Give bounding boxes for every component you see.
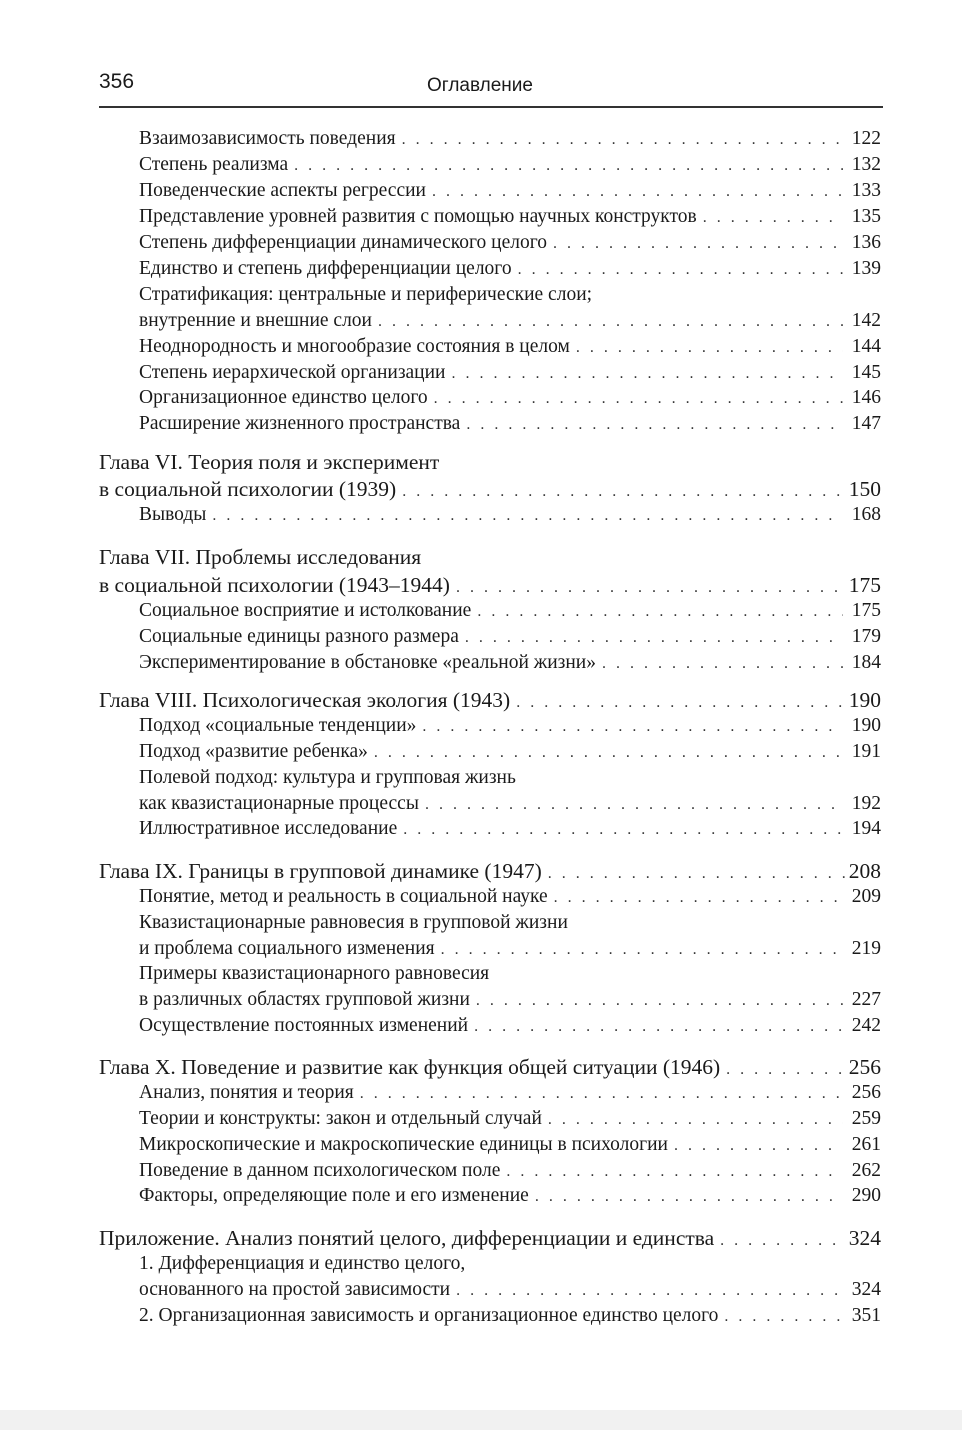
toc-entry[interactable]: в различных областях групповой жизни . . . 227	[139, 987, 881, 1013]
toc-page: 262	[851, 1160, 881, 1181]
toc-entry[interactable]: Неоднородность и многообразие состояния в целом . . . 144	[139, 334, 881, 360]
toc-page: 256	[848, 1055, 881, 1079]
toc-entry-line1[interactable]: 1. Дифференциация и единство целого,	[139, 1253, 466, 1274]
toc-page: 209	[851, 886, 881, 907]
running-title: Оглавление	[427, 75, 533, 96]
toc-page: 144	[851, 336, 881, 357]
bottom-edge	[0, 1410, 962, 1430]
toc-entry[interactable]: Экспериментирование в обстановке «реальной жизни» . . . 184	[139, 650, 881, 676]
toc-page: 242	[851, 1015, 881, 1036]
toc-entry[interactable]: как квазистационарные процессы . . . 192	[139, 791, 881, 817]
toc-page: 324	[851, 1279, 881, 1300]
toc-entry[interactable]: Факторы, определяющие поле и его изменение . . . 290	[139, 1183, 881, 1209]
dot-leader	[465, 625, 843, 651]
toc-page: 194	[851, 818, 881, 839]
dot-leader	[294, 153, 843, 179]
toc-page: 132	[851, 154, 881, 175]
toc-page: 351	[851, 1305, 881, 1326]
toc-page: 324	[848, 1226, 881, 1250]
toc-page: 256	[851, 1082, 881, 1103]
dot-leader	[403, 817, 843, 843]
toc-chapter[interactable]: Глава IX. Границы в групповой динамике (1947) . . . 208	[99, 858, 881, 884]
toc-entry[interactable]: Понятие, метод и реальность в социальной науке . . . 209	[139, 884, 881, 910]
toc-page: 290	[851, 1185, 881, 1206]
dot-leader	[402, 127, 843, 153]
toc-entry[interactable]: Взаимозависимость поведения . . . 122	[139, 126, 881, 152]
toc-page: 179	[851, 626, 881, 647]
toc-entry[interactable]: Представление уровней развития с помощью научных конструктов . . . 135	[139, 204, 881, 230]
toc-entry[interactable]: 2. Организационная зависимость и организационное единство целого . . . 351	[139, 1303, 881, 1329]
toc-page: 261	[851, 1134, 881, 1155]
dot-leader	[518, 257, 843, 283]
toc-page: 150	[848, 477, 881, 501]
toc-chapter[interactable]: Глава X. Поведение и развитие как функция общей ситуации (1946) . . . 256	[99, 1054, 881, 1080]
toc-entry[interactable]: внутренние и внешние слои . . . 142	[139, 308, 881, 334]
toc-entry[interactable]: Социальное восприятие и истолкование . . . 175	[139, 598, 881, 624]
dot-leader	[548, 1107, 843, 1133]
dot-leader	[554, 885, 843, 911]
dot-leader	[378, 309, 843, 335]
dot-leader	[360, 1081, 843, 1107]
dot-leader	[535, 1184, 843, 1210]
toc-entry[interactable]: Анализ, понятия и теория . . . 256	[139, 1080, 881, 1106]
toc-page: 142	[851, 310, 881, 331]
dot-leader	[441, 937, 843, 963]
toc-page: 145	[851, 362, 881, 383]
toc-entry[interactable]: Выводы . . . 168	[139, 502, 881, 528]
toc-page: 133	[851, 180, 881, 201]
toc-entry-line1[interactable]: Полевой подход: культура и групповая жизнь	[139, 767, 516, 788]
dot-leader	[476, 988, 843, 1014]
toc-entry[interactable]: Поведение в данном психологическом поле . . . 262	[139, 1158, 881, 1184]
dot-leader	[434, 386, 843, 412]
toc-entry[interactable]: Поведенческие аспекты регрессии . . . 133	[139, 178, 881, 204]
dot-leader	[724, 1304, 843, 1330]
toc-entry[interactable]: Единство и степень дифференциации целого . . . 139	[139, 256, 881, 282]
dot-leader	[374, 740, 843, 766]
dot-leader	[425, 792, 843, 818]
toc-entry[interactable]: Иллюстративное исследование . . . 194	[139, 816, 881, 842]
toc-chapter-line1[interactable]: Глава VII. Проблемы исследования	[99, 545, 422, 569]
toc-chapter-line1[interactable]: Глава VI. Теория поля и эксперимент	[99, 450, 440, 474]
toc-page: 191	[851, 741, 881, 762]
dot-leader	[456, 1278, 843, 1304]
toc-entry[interactable]: Микроскопические и макроскопические единицы в психологии . . . 261	[139, 1132, 881, 1158]
dot-leader	[576, 335, 843, 361]
toc-entry[interactable]: Подход «развитие ребенка» . . . 191	[139, 739, 881, 765]
toc-page: 135	[851, 206, 881, 227]
toc-chapter[interactable]: в социальной психологии (1943–1944) . . . 175	[99, 572, 881, 598]
dot-leader	[432, 179, 843, 205]
toc-entry-line1[interactable]: Квазистационарные равновесия в групповой жизни	[139, 912, 568, 933]
toc-page: 184	[851, 652, 881, 673]
toc-chapter[interactable]: Глава VIII. Психологическая экология (1943) . . . 190	[99, 687, 881, 713]
dot-leader	[506, 1159, 843, 1185]
toc-entry-line1[interactable]: Примеры квазистационарного равновесия	[139, 963, 490, 984]
dot-leader	[674, 1133, 843, 1159]
page-number: 356	[99, 70, 135, 93]
dot-leader	[474, 1014, 843, 1040]
toc-entry[interactable]: Организационное единство целого . . . 146	[139, 385, 881, 411]
toc-entry[interactable]: Теории и конструкты: закон и отдельный случай . . . 259	[139, 1106, 881, 1132]
dot-leader	[212, 503, 843, 529]
toc-entry[interactable]: Подход «социальные тенденции» . . . 190	[139, 713, 881, 739]
toc-entry[interactable]: Степень дифференциации динамического целого . . . 136	[139, 230, 881, 256]
dot-leader	[477, 599, 843, 625]
toc-page: 122	[851, 128, 881, 149]
toc-entry[interactable]: Осуществление постоянных изменений . . . 242	[139, 1013, 881, 1039]
toc-page: 146	[851, 387, 881, 408]
toc-page: 168	[851, 504, 881, 525]
toc-page: 192	[851, 793, 881, 814]
toc-page: 147	[851, 413, 881, 434]
dot-leader	[452, 361, 844, 387]
toc-entry[interactable]: основанного на простой зависимости . . . 324	[139, 1277, 881, 1303]
toc-page: 219	[851, 938, 881, 959]
dot-leader	[466, 412, 843, 438]
toc-page: 175	[848, 573, 881, 597]
toc-chapter[interactable]: в социальной психологии (1939) . . . 150	[99, 476, 881, 502]
toc-entry[interactable]: и проблема социального изменения . . . 219	[139, 936, 881, 962]
toc-entry[interactable]: Социальные единицы разного размера . . . 179	[139, 624, 881, 650]
toc-chapter[interactable]: Приложение. Анализ понятий целого, дифференциации и единства . . . 324	[99, 1225, 881, 1251]
toc-entry-line1[interactable]: Стратификация: центральные и периферические слои;	[139, 284, 593, 305]
toc-page: 227	[851, 989, 881, 1010]
dot-leader	[703, 205, 843, 231]
toc-page: 136	[851, 232, 881, 253]
toc-page: 190	[851, 715, 881, 736]
toc-page: 259	[851, 1108, 881, 1129]
toc-page: 208	[848, 859, 881, 883]
dot-leader	[602, 651, 843, 677]
toc-page: 175	[851, 600, 881, 621]
dot-leader	[422, 714, 843, 740]
dot-leader	[553, 231, 843, 257]
toc-page: 190	[848, 688, 881, 712]
toc-entry[interactable]: Расширение жизненного пространства . . . 147	[139, 411, 881, 437]
toc-page: 139	[851, 258, 881, 279]
toc-entry[interactable]: Степень реализма . . . 132	[139, 152, 881, 178]
toc-entry[interactable]: Степень иерархической организации . . . 145	[139, 360, 881, 386]
